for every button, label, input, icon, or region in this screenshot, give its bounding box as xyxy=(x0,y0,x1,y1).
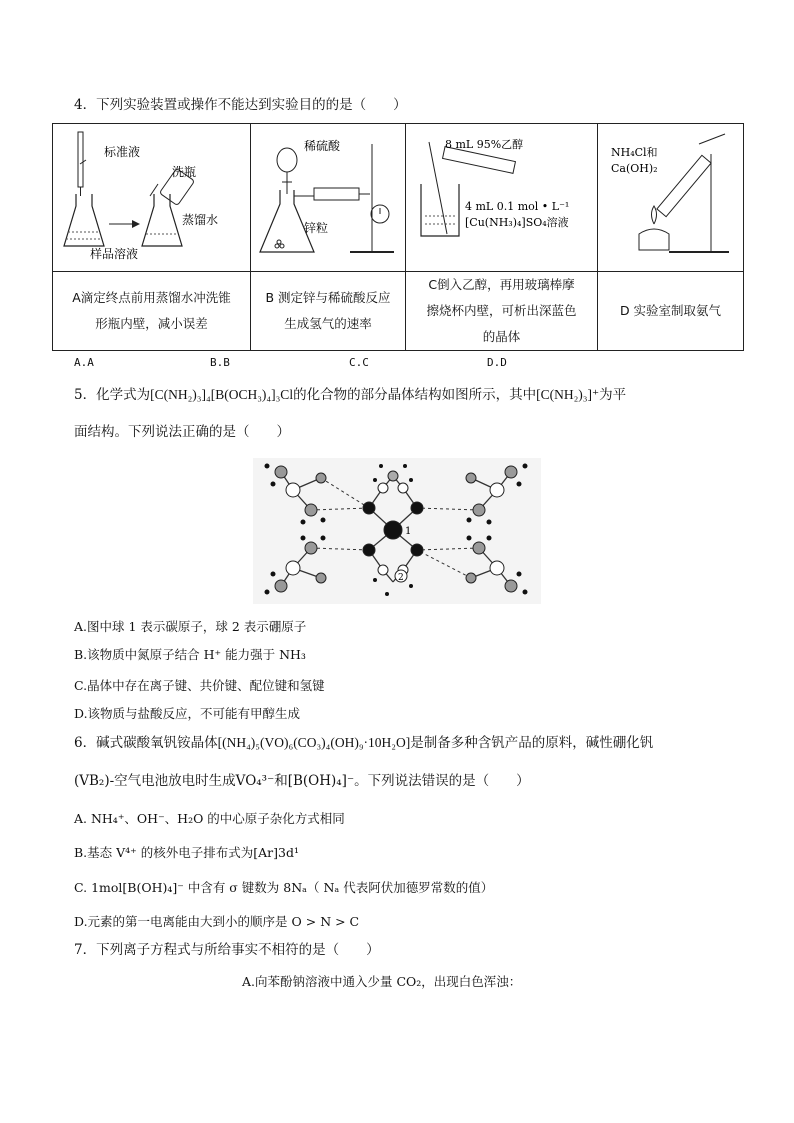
q4-choice-d: D.D xyxy=(487,356,507,369)
label-zinc: 锌粒 xyxy=(303,221,328,235)
figure-c-crystal xyxy=(406,124,598,272)
q4-apparatus-table xyxy=(52,123,744,351)
figure-a-titration xyxy=(53,124,251,272)
caption-c: C倒入乙醇，再用玻璃棒摩 擦烧杯内壁，可析出深蓝色 的晶体 xyxy=(406,272,598,351)
q5-stem-line2: 面结构。下列说法正确的是（ ） xyxy=(74,424,290,440)
q5-stem-line1: 5．化学式为[C(NH₂)₃]₄[B(OCH₃)₄]₃Cl的化合物的部分晶体结构如图所示，其中[C(NH₂)₃]⁺为平 xyxy=(74,387,627,403)
q7-stem: 7．下列离子方程式与所给事实不相符的是（ ） xyxy=(74,942,380,958)
q4-choice-b: B.B xyxy=(210,356,230,369)
q4-choice-c: C.C xyxy=(349,356,369,369)
titration-apparatus-figure xyxy=(54,124,250,267)
label-water: 蒸馏水 xyxy=(181,213,218,227)
figure-d-ammonia xyxy=(598,124,744,272)
figure-b-rate xyxy=(251,124,406,272)
label-sample: 样品溶液 xyxy=(89,247,138,261)
q5-ion: [C(NH₂)₃]⁺ xyxy=(536,387,600,402)
crystal-structure-figure xyxy=(253,458,541,604)
caption-b: B 测定锌与稀硫酸反应 生成氢气的速率 xyxy=(251,272,406,351)
label-standard: 标准液 xyxy=(103,145,140,159)
gas-rate-apparatus-figure xyxy=(252,124,405,267)
q4-choice-a: A.A xyxy=(74,356,94,369)
ball-1-label: 1 xyxy=(405,526,412,537)
q6-option-c: C. 1mol[B(OH)₄]⁻ 中含有 σ 键数为 8Nₐ（ Nₐ 代表阿伏加德罗常数的值） xyxy=(74,880,494,895)
label-copper-solution: [Cu(NH₃)₄]SO₄溶液 xyxy=(464,216,569,229)
q6-option-a: A. NH₄⁺、OH⁻、H₂O 的中心原子杂化方式相同 xyxy=(74,811,345,826)
label-reagent-2: Ca(OH)₂ xyxy=(610,162,658,175)
q5-option-d: D.该物质与盐酸反应，不可能有甲醇生成 xyxy=(74,706,301,721)
q7-option-a: A.向苯酚钠溶液中通入少量 CO₂，出现白色浑浊： xyxy=(242,974,522,989)
crystallization-figure xyxy=(407,124,597,267)
q5-option-a: A.图中球 1 表示碳原子，球 2 表示硼原子 xyxy=(74,619,307,634)
q4-stem: 4．下列实验装置或操作不能达到实验目的的是（ ） xyxy=(74,97,407,113)
label-copper-conc: 4 mL 0.1 mol • L⁻¹ xyxy=(464,200,569,213)
q6-option-b: B.基态 V⁴⁺ 的核外电子排布式为[Ar]3d¹ xyxy=(74,845,299,860)
ammonia-apparatus-figure xyxy=(599,124,743,267)
q5-formula: [C(NH₂)₃]₄[B(OCH₃)₄]₃Cl xyxy=(150,387,294,402)
label-acid: 稀硫酸 xyxy=(303,139,340,153)
label-wash-bottle: 洗瓶 xyxy=(171,165,196,179)
ball-2-label: 2 xyxy=(398,573,404,583)
q6-stem-line1: 6．碱式碳酸氧钒铵晶体[(NH₄)₅(VO)₆(CO₃)₄(OH)₉·10H₂O]是制备多种含钒产品的原料，碱性硼化钒 xyxy=(74,735,654,751)
q6-formula: [(NH₄)₅(VO)₆(CO₃)₄(OH)₉·10H₂O] xyxy=(217,735,411,750)
label-reagent-1: NH₄Cl和 xyxy=(610,146,658,159)
caption-d: D 实验室制取氨气 xyxy=(598,272,744,351)
label-ethanol: 8 mL 95%乙醇 xyxy=(444,138,523,151)
q5-option-c: C.晶体中存在离子键、共价键、配位键和氢键 xyxy=(74,678,325,693)
q5-option-b: B.该物质中氮原子结合 H⁺ 能力强于 NH₃ xyxy=(74,647,306,662)
caption-a: A滴定终点前用蒸馏水冲洗锥 形瓶内壁，减小误差 xyxy=(53,272,251,351)
q6-option-d: D.元素的第一电离能由大到小的顺序是 O > N > C xyxy=(74,914,360,929)
q6-stem-line2: (VB₂)-空气电池放电时生成VO₄³⁻和[B(OH)₄]⁻。下列说法错误的是（ ） xyxy=(74,773,530,789)
